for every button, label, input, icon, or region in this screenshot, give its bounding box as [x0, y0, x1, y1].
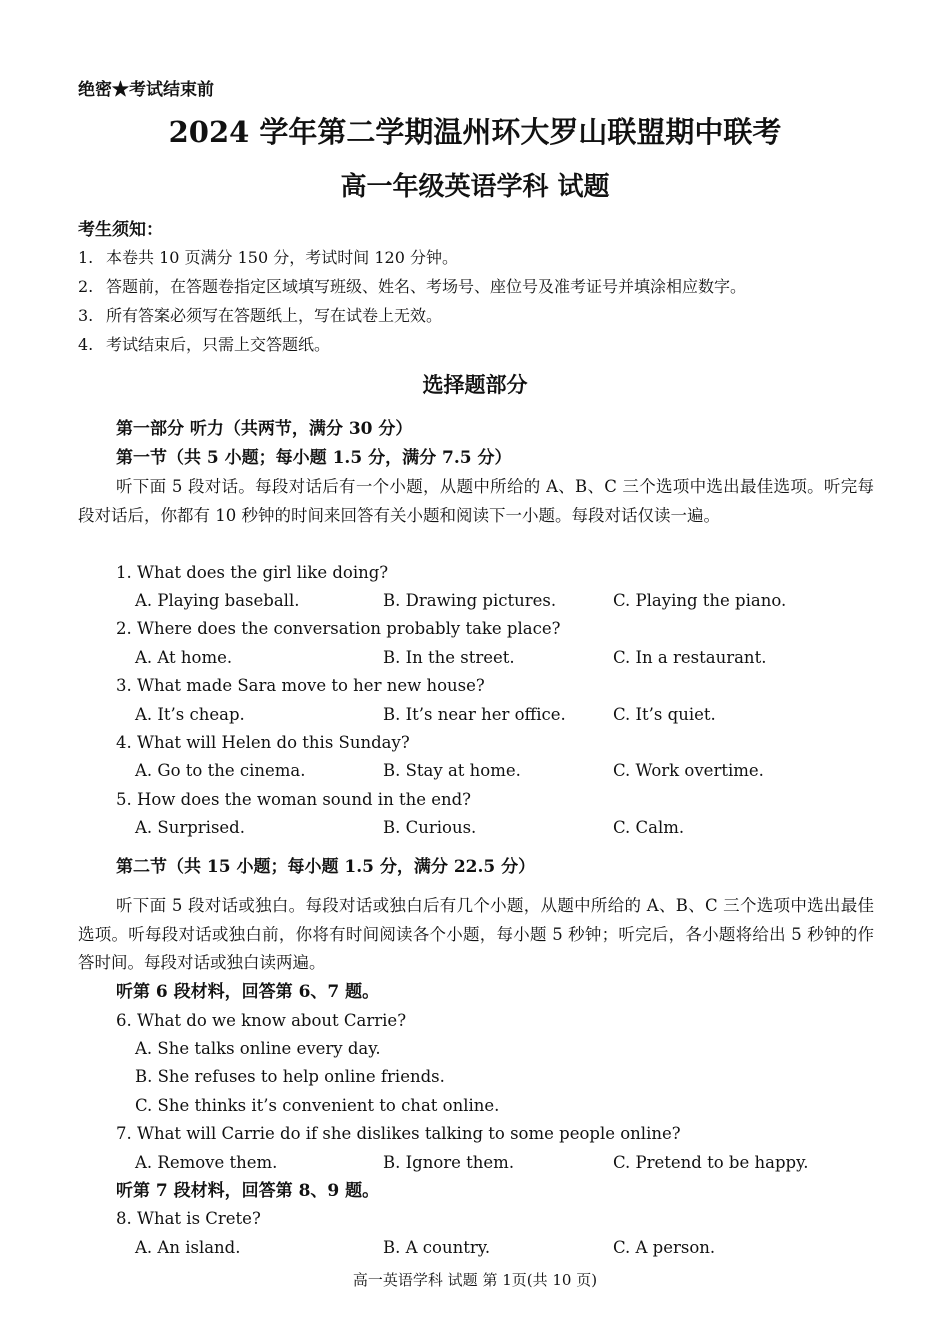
- q7-option-b: B. Ignore them.: [383, 1153, 515, 1172]
- q7-option-a: A. Remove them.: [135, 1153, 278, 1172]
- exam-title: 2024 学年第二学期温州环大罗山联盟期中联考: [168, 115, 782, 149]
- page-footer: 高一英语学科 试题 第 1页(共 10 页): [352, 1271, 598, 1289]
- q3-option-c: C. It’s quiet.: [613, 705, 716, 724]
- q4-option-b: B. Stay at home.: [383, 761, 521, 780]
- notice-item-num: 4.: [78, 335, 94, 354]
- q2-option-a: A. At home.: [135, 648, 233, 667]
- question-3: 3. What made Sara move to her new house?: [116, 676, 485, 695]
- q4-option-a: A. Go to the cinema.: [135, 761, 306, 780]
- material-7-heading: 听第 7 段材料，回答第 8、9 题。: [116, 1181, 380, 1201]
- question-4: 4. What will Helen do this Sunday?: [116, 733, 410, 752]
- notice-item: [78, 305, 442, 327]
- question-1: 1. What does the girl like doing?: [116, 563, 389, 582]
- question-7: 7. What will Carrie do if she dislikes talking to some people online?: [116, 1124, 681, 1143]
- sec2-heading: 第二节（共 15 小题；每小题 1.5 分，满分 22.5 分）: [116, 857, 536, 877]
- section-title: 选择题部分: [422, 372, 528, 397]
- notice-item-num: 2.: [78, 277, 94, 296]
- notice-item-text: 答题前，在答题卷指定区域填写班级、姓名、考场号、座位号及准考证号并填涂相应数字。: [106, 277, 747, 296]
- notice-item: [78, 276, 746, 298]
- q6-option-a: A. She talks online every day.: [135, 1039, 381, 1058]
- q1-option-c: C. Playing the piano.: [613, 591, 787, 610]
- notice-item-text: 本卷共 10 页满分 150 分，考试时间 120 分钟。: [106, 248, 458, 267]
- q5-option-c: C. Calm.: [613, 818, 685, 837]
- question-8: 8. What is Crete?: [116, 1209, 261, 1228]
- sec2-instructions: 听下面 5 段对话或独白。每段对话或独白后有几个小题，从题中所给的 A、B、C 三个选项中选出最佳选项。听每段对话或独白前，你将有时间阅读各个小题，每小题 5 秒钟；听完后，各小题将给出 5 秒钟的作答时间。每段对话或独白读两遍。: [78, 896, 874, 972]
- notice-item-text: 考试结束后，只需上交答题纸。: [106, 335, 331, 354]
- question-2: 2. Where does the conversation probably take place?: [116, 619, 561, 638]
- question-5: 5. How does the woman sound in the end?: [116, 790, 472, 809]
- q3-option-a: A. It’s cheap.: [135, 705, 245, 724]
- material-6-heading: 听第 6 段材料，回答第 6、7 题。: [116, 982, 380, 1002]
- sec1-heading: 第一节（共 5 小题；每小题 1.5 分，满分 7.5 分）: [116, 448, 512, 468]
- q3-option-b: B. It’s near her office.: [383, 705, 566, 724]
- sec1-instructions: 听下面 5 段对话。每段对话后有一个小题，从题中所给的 A、B、C 三个选项中选出最佳选项。听完每段对话后，你都有 10 秒钟的时间来回答有关小题和阅读下一小题。每段对话仅读一遍。: [78, 477, 874, 525]
- notice-item: [78, 247, 458, 269]
- notice-heading: 考生须知：: [78, 220, 163, 240]
- q6-option-c: C. She thinks it’s convenient to chat online.: [135, 1096, 500, 1115]
- exam-subtitle: 高一年级英语学科 试题: [340, 172, 610, 202]
- q1-option-a: A. Playing baseball.: [135, 591, 300, 610]
- confidential-label: 绝密★考试结束前: [78, 80, 214, 100]
- q1-option-b: B. Drawing pictures.: [383, 591, 557, 610]
- notice-item-text: 所有答案必须写在答题纸上，写在试卷上无效。: [106, 306, 443, 325]
- q8-option-a: A. An island.: [135, 1238, 241, 1257]
- q5-option-b: B. Curious.: [383, 818, 477, 837]
- question-6: 6. What do we know about Carrie?: [116, 1011, 407, 1030]
- q8-option-c: C. A person.: [613, 1238, 716, 1257]
- q8-option-b: B. A country.: [383, 1238, 491, 1257]
- part1-heading: 第一部分 听力（共两节，满分 30 分）: [116, 419, 413, 439]
- notice-item-num: 3.: [78, 306, 94, 325]
- q2-option-b: B. In the street.: [383, 648, 515, 667]
- q6-option-b: B. She refuses to help online friends.: [135, 1067, 445, 1086]
- q2-option-c: C. In a restaurant.: [613, 648, 767, 667]
- q7-option-c: C. Pretend to be happy.: [613, 1153, 809, 1172]
- notice-item: [78, 334, 330, 356]
- q5-option-a: A. Surprised.: [135, 818, 245, 837]
- notice-item-num: 1.: [78, 248, 94, 267]
- q4-option-c: C. Work overtime.: [613, 761, 764, 780]
